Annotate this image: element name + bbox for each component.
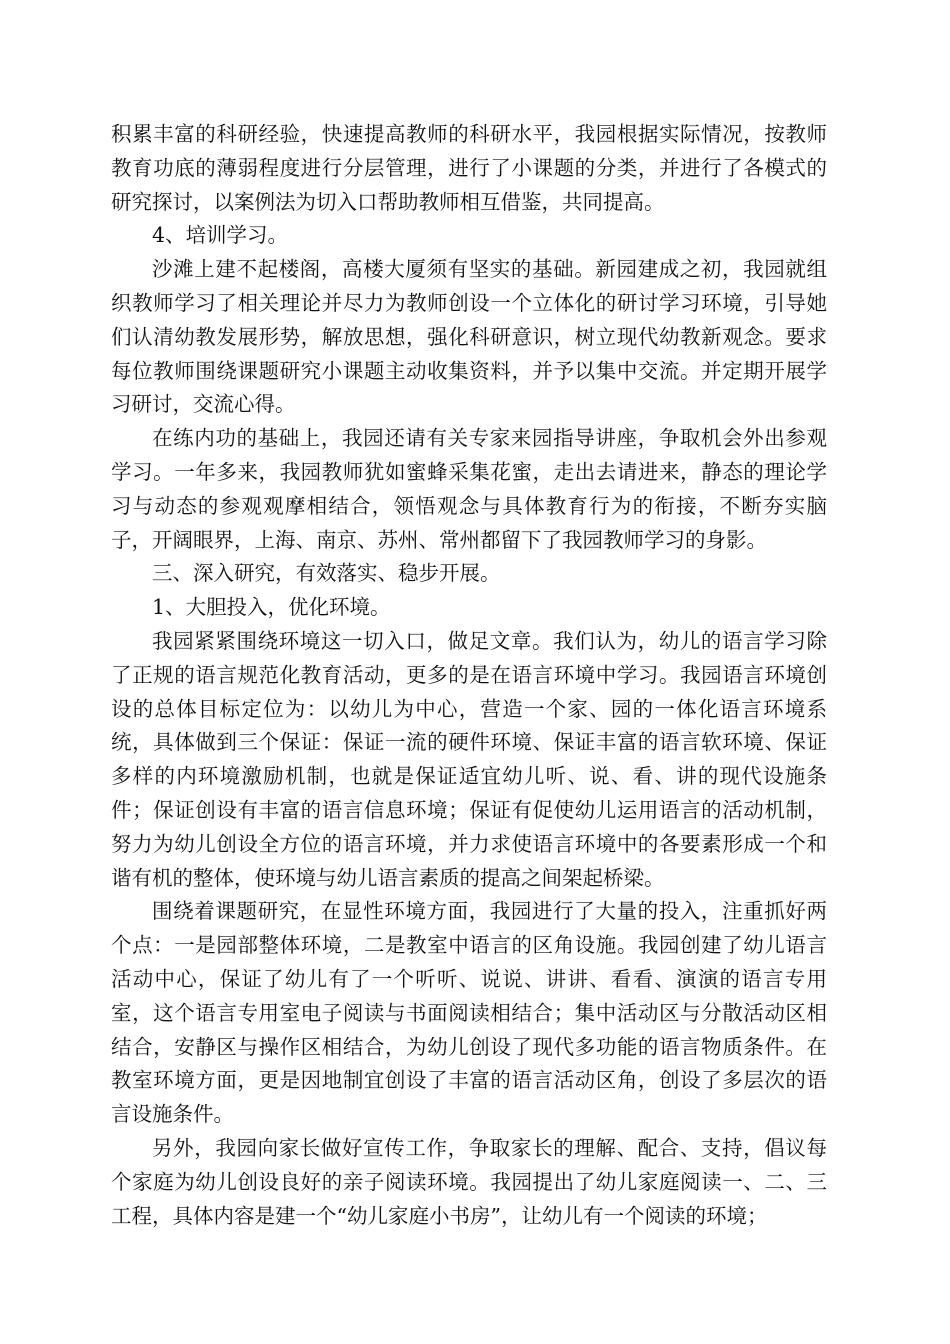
- section-heading-research: 三、深入研究，有效落实、稳步开展。: [152, 561, 501, 586]
- document-body: [111, 118, 827, 1233]
- paragraph-expert-guidance: 在练内功的基础上，我园还请有关专家来园指导讲座，争取机会外出参观学习。一年多来，我园教师犹如蜜蜂采集花蜜，走出去请进来，静态的理论学习与动态的参观观摩相结合，领悟观念与具体教育行为的衔接，不断夯实脑子，开阔眼界，上海、南京、苏州、常州都留下了我园教师学习的身影。: [111, 426, 827, 552]
- section-heading-environment: 1、大胆投入，优化环境。: [152, 595, 391, 620]
- section-heading-training: 4、培训学习。: [152, 223, 289, 248]
- paragraph-language-environment: 我园紧紧围绕环境这一切入口，做足文章。我们认为，幼儿的语言学习除了正规的语言规范化教育活动，更多的是在语言环境中学习。我园语言环境创设的总体目标定位为：以幼儿为中心，营造一个家、园的一体化语言环境系统，具体做到三个保证：保证一流的硬件环境、保证丰富的语言软环境、保证多样的内环境激励机制，也就是保证适宜幼儿听、说、看、讲的现代设施条件；保证创设有丰富的语言信息环境；保证有促使幼儿运用语言的活动机制，努力为幼儿创设全方位的语言环境，并力求使语言环境中的各要素形成一个和谐有机的整体，使环境与幼儿语言素质的提高之间架起桥梁。: [111, 628, 827, 890]
- paragraph-continuation: 积累丰富的科研经验，快速提高教师的科研水平，我园根据实际情况，按教师教育功底的薄弱程度进行分层管理，进行了小课题的分类，并进行了各模式的研究探讨，以案例法为切入口帮助教师相互借鉴，共同提高。: [111, 122, 827, 214]
- paragraph-family-reading: 另外，我园向家长做好宣传工作，争取家长的理解、配合、支持，倡议每个家庭为幼儿创设良好的亲子阅读环境。我园提出了幼儿家庭阅读一、二、三工程，具体内容是建一个“幼儿家庭小书房”，让幼儿有一个阅读的环境；: [111, 1135, 827, 1228]
- paragraph-foundation: 沙滩上建不起楼阁，高楼大厦须有坚实的基础。新园建成之初，我园就组织教师学习了相关理论并尽力为教师创设一个立体化的研讨学习环境，引导她们认清幼教发展形势，解放思想，强化科研意识，树立现代幼教新观念。要求每位教师围绕课题研究小课题主动收集资料，并予以集中交流。并定期开展学习研讨，交流心得。: [111, 257, 827, 417]
- paragraph-explicit-environment: 围绕着课题研究，在显性环境方面，我园进行了大量的投入，注重抓好两个点：一是园部整体环境，二是教室中语言的区角设施。我园创建了幼儿语言活动中心，保证了幼儿有了一个听听、说说、讲讲、看看、演演的语言专用室，这个语言专用室电子阅读与书面阅读相结合；集中活动区与分散活动区相结合，安静区与操作区相结合，为幼儿创设了现代多功能的语言物质条件。在教室环境方面，更是因地制宜创设了丰富的语言活动区角，创设了多层次的语言设施条件。: [111, 899, 827, 1127]
